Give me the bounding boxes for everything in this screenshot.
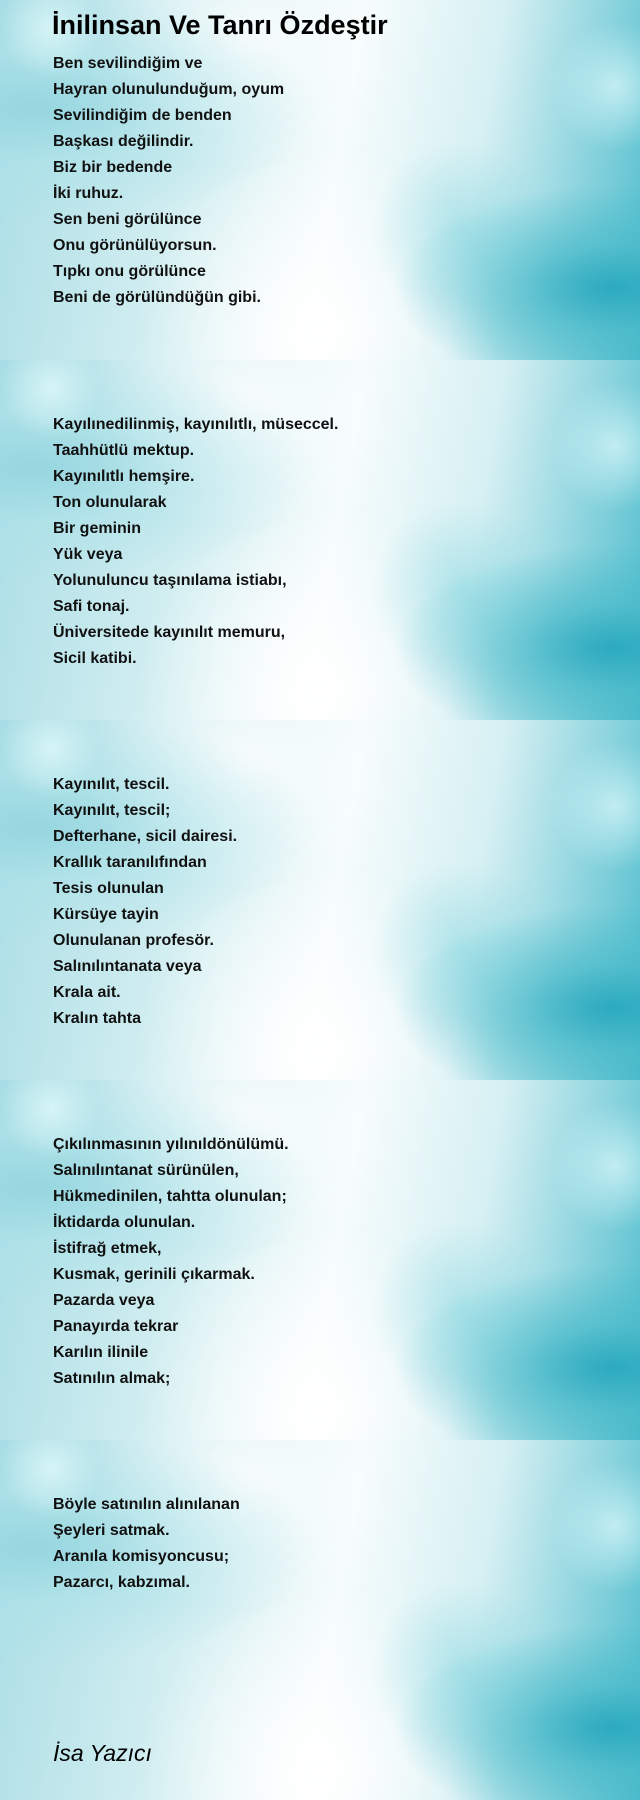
poem-line: Tıpkı onu görülünce — [53, 263, 206, 280]
poem-line: Kayılınedilinmiş, kayınılıtlı, müseccel. — [53, 416, 339, 433]
poem-line: Pazarda veya — [53, 1292, 155, 1309]
poem-line: Sicil katibi. — [53, 650, 137, 667]
stanza-5 — [53, 1492, 240, 1596]
poem-title: İnilinsan Ve Tanrı Özdeştir — [52, 10, 388, 40]
poem-line: Ton olunularak — [53, 494, 167, 511]
poem-line: Şeyleri satmak. — [53, 1522, 170, 1539]
poem-line: İktidarda olunulan. — [53, 1214, 196, 1231]
stanza-4 — [53, 1132, 289, 1392]
poem-line: Salınılıntanat sürünülen, — [53, 1162, 239, 1179]
stanza-2 — [53, 412, 338, 672]
poem-line: Satınılın almak; — [53, 1370, 171, 1387]
poem-line: Sen beni görülünce — [53, 211, 202, 228]
poem-line: Kayınılıtlı hemşire. — [53, 468, 195, 485]
poem-line: İki ruhuz. — [53, 185, 124, 202]
poem-line: Hükmedinilen, tahtta olunulan; — [53, 1188, 287, 1205]
poem-line: Taahhütlü mektup. — [53, 442, 195, 459]
stanza-1 — [53, 51, 284, 311]
poem-line: Karılın ilinile — [53, 1344, 149, 1361]
poem-panel-1 — [0, 0, 640, 360]
poem-line: Böyle satınılın alınılanan — [53, 1496, 240, 1513]
poem-line: Beni de görülündüğün gibi. — [53, 289, 261, 306]
poem-panel-5 — [0, 1440, 640, 1800]
poem-panel-2 — [0, 360, 640, 720]
poem-line: Kayınılıt, tescil; — [53, 802, 171, 819]
poem-panel-3 — [0, 720, 640, 1080]
poem-line: Safi tonaj. — [53, 598, 130, 615]
poem-line: İstifrağ etmek, — [53, 1240, 162, 1257]
poem-line: Pazarcı, kabzımal. — [53, 1574, 190, 1591]
poem-line: Panayırda tekrar — [53, 1318, 179, 1335]
poem-line: Kayınılıt, tescil. — [53, 776, 170, 793]
poem-author: İsa Yazıcı — [53, 1740, 152, 1766]
poem-line: Sevilindiğim de benden — [53, 107, 232, 124]
poem-line: Krala ait. — [53, 984, 121, 1001]
poem-line: Kusmak, gerinili çıkarmak. — [53, 1266, 255, 1283]
poem-line: Tesis olunulan — [53, 880, 164, 897]
poem-line: Ben sevilindiğim ve — [53, 55, 203, 72]
poem-line: Salınılıntanata veya — [53, 958, 202, 975]
poem-line: Biz bir bedende — [53, 159, 173, 176]
poem-line: Yolunuluncu taşınılama istiabı, — [53, 572, 287, 589]
poem-line: Yük veya — [53, 546, 123, 563]
poem-panel-4 — [0, 1080, 640, 1440]
poem-line: Çıkılınmasının yılınıldönülümü. — [53, 1136, 289, 1153]
poem-line: Üniversitede kayınılıt memuru, — [53, 624, 286, 641]
poem-line: Krallık taranılıfından — [53, 854, 207, 871]
poem-line: Defterhane, sicil dairesi. — [53, 828, 238, 845]
poem-line: Bir geminin — [53, 520, 142, 537]
poem-line: Kürsüye tayin — [53, 906, 159, 923]
poem-line: Kralın tahta — [53, 1010, 142, 1027]
poem-line: Olunulanan profesör. — [53, 932, 214, 949]
poem-line: Başkası değilindir. — [53, 133, 194, 150]
poem-line: Onu görünülüyorsun. — [53, 237, 217, 254]
stanza-3 — [53, 772, 237, 1032]
poem-line: Aranıla komisyoncusu; — [53, 1548, 230, 1565]
poem-line: Hayran olunulunduğum, oyum — [53, 81, 285, 98]
